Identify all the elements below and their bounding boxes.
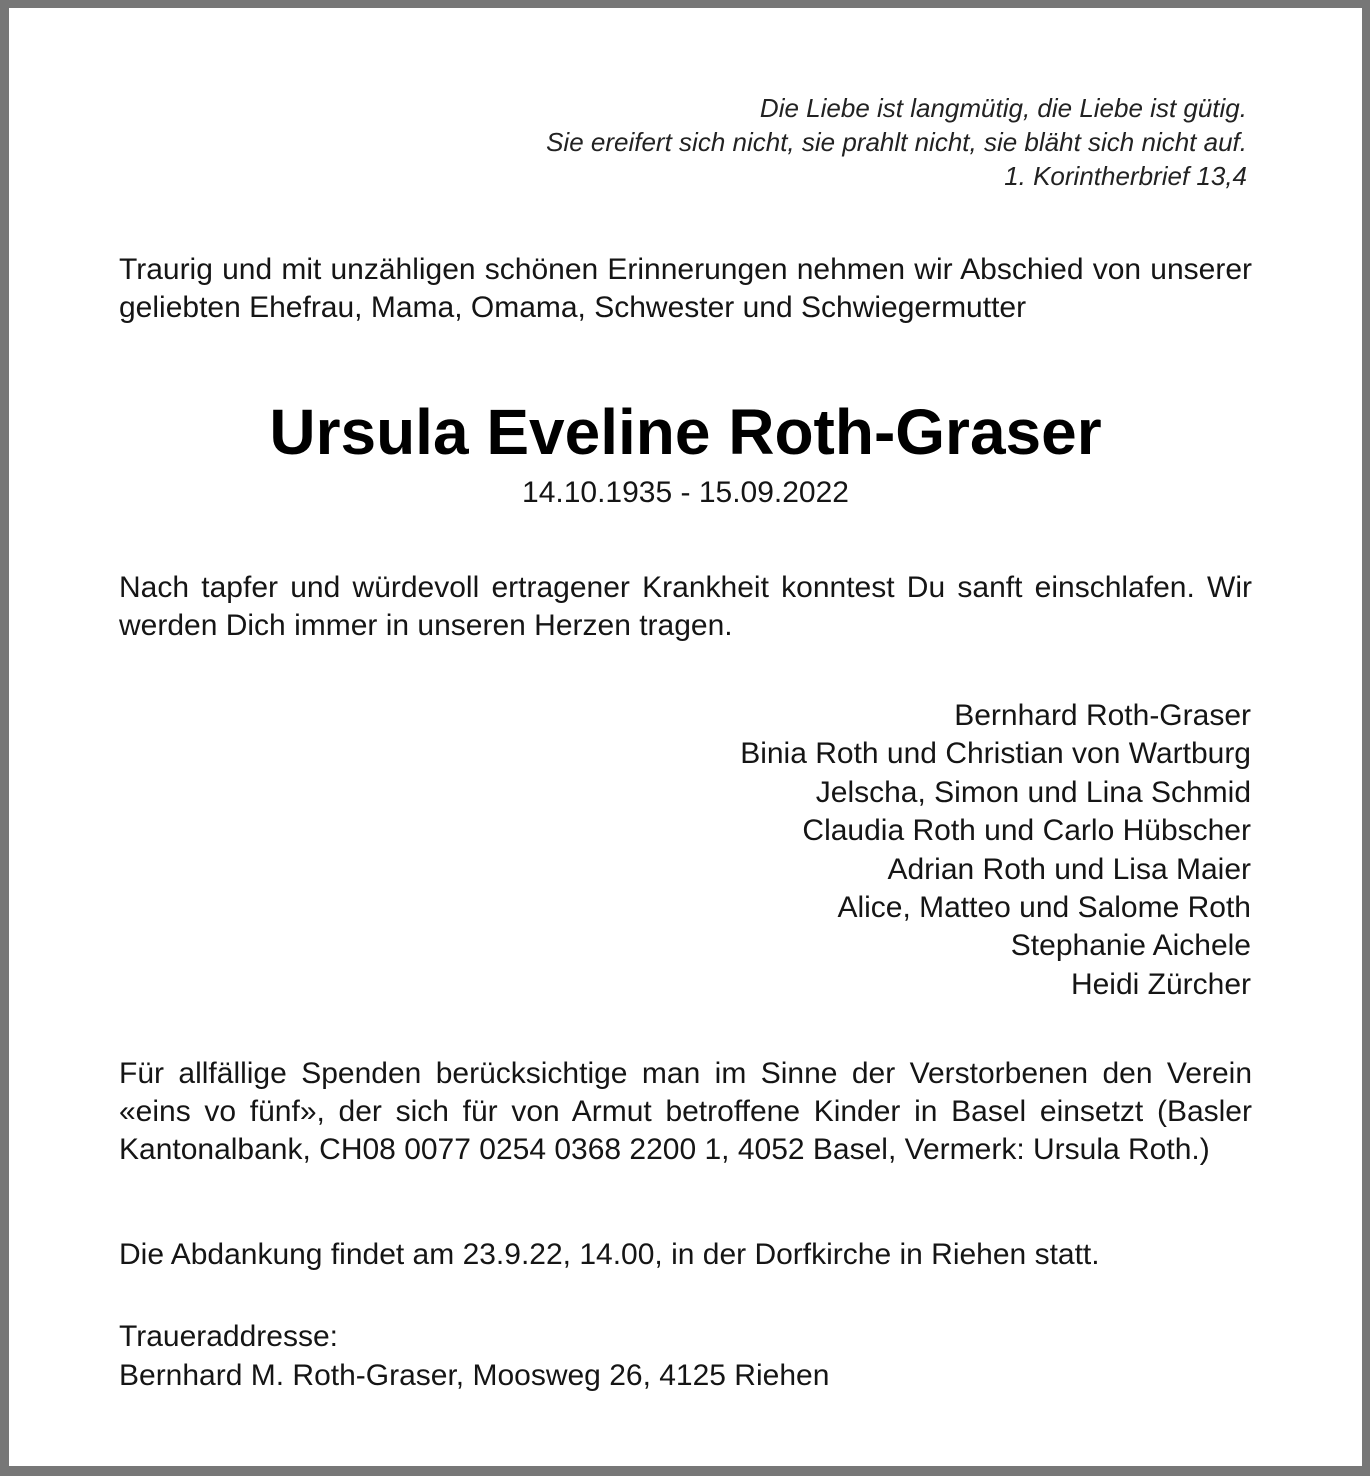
- intro-text: Traurig und mit unzähligen schönen Erinnerungen nehmen wir Abschied von unserer geliebten Ehefrau, Mama, Omama, Schwester und Schwiegermutter: [119, 253, 1252, 324]
- mourner-name: Heidi Zürcher: [1070, 967, 1251, 1001]
- life-dates: 14.10.1935 - 15.09.2022: [522, 476, 849, 509]
- mourner-name: Bernhard Roth-Graser: [954, 699, 1251, 732]
- mourners-list: [451, 697, 1251, 1004]
- address-line: Bernhard M. Roth-Graser, Moosweg 26, 4125 Riehen: [119, 1359, 830, 1392]
- quote-line-1: Die Liebe ist langmütig, die Liebe ist gütig.: [759, 93, 1247, 123]
- donation-note: Für allfällige Spenden berücksichtige man im Sinne der Verstorbenen den Verein «eins vo fünf», der sich für von Armut betroffene Kinder in Basel einsetzt (Basler Kantonalbank, CH08 0077 0254 0368 2200 1, 4052 Basel, Vermerk: Ursula Roth.): [119, 1057, 1252, 1166]
- obituary-page: [9, 8, 1362, 1466]
- mourner-name: Claudia Roth und Carlo Hübscher: [802, 814, 1251, 848]
- mourner-name: Jelscha, Simon und Lina Schmid: [815, 775, 1251, 809]
- address-label: Traueraddresse:: [119, 1320, 338, 1353]
- mourner-name: Adrian Roth und Lisa Maier: [887, 852, 1251, 886]
- deceased-name: Ursula Eveline Roth-Graser: [269, 396, 1102, 468]
- mourner-name: Binia Roth und Christian von Wartburg: [740, 737, 1251, 771]
- quote-line-2: Sie ereifert sich nicht, sie prahlt nicht, sie bläht sich nicht auf.: [546, 127, 1247, 157]
- ceremony-note: Die Abdankung findet am 23.9.22, 14.00, in der Dorfkirche in Riehen statt.: [119, 1238, 1100, 1271]
- farewell-message: Nach tapfer und würdevoll ertragener Krankheit konntest Du sanft einschlafen. Wir werden Dich immer in unseren Herzen tragen.: [119, 571, 1252, 642]
- bible-quote: [347, 91, 1247, 193]
- quote-source: 1. Korintherbrief 13,4: [1004, 161, 1247, 191]
- mourner-name: Stephanie Aichele: [1010, 929, 1251, 963]
- mourner-name: Alice, Matteo und Salome Roth: [837, 891, 1251, 925]
